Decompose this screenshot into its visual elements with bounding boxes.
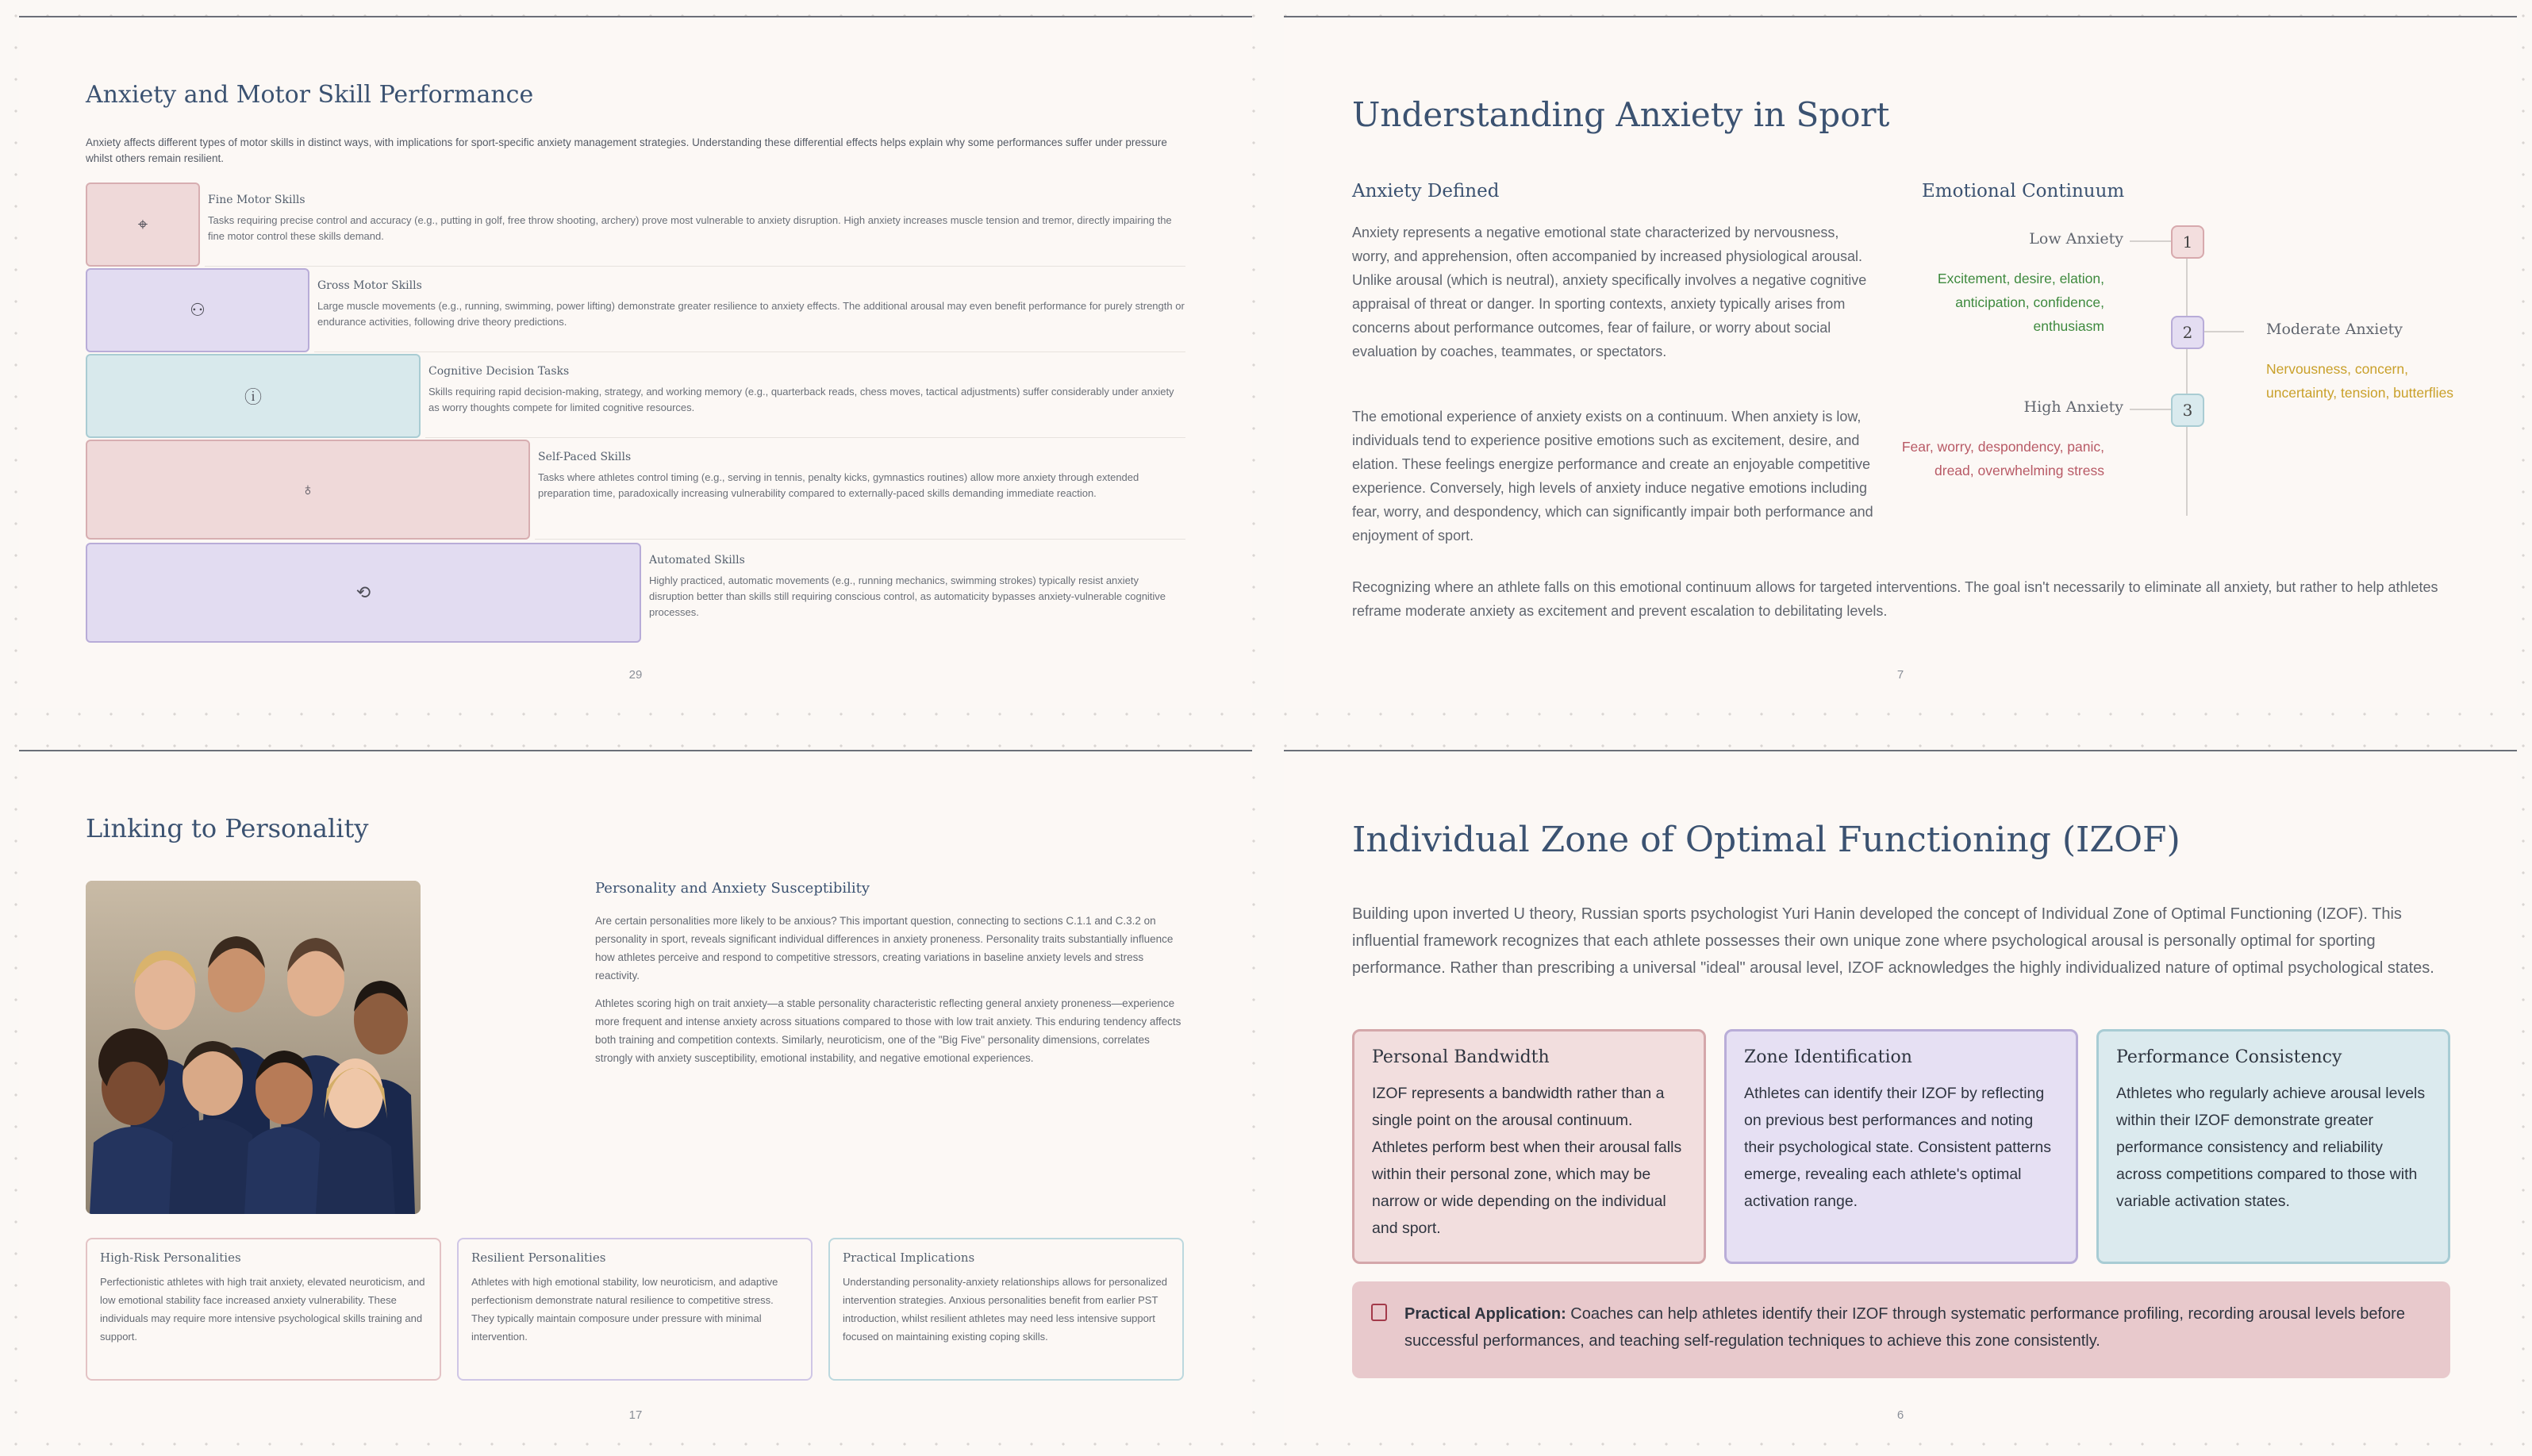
personality-subheading: Personality and Anxiety Susceptibility xyxy=(595,880,870,897)
skill-row xyxy=(86,440,1185,536)
personality-paragraph-2: Athletes scoring high on trait anxiety—a stable personality characteristic reflecting general anxiety proneness—experience more frequent and intense anxiety across situations compared to those with low trait anxiety. This enduring tendency affects both training and competition contexts. Similarly, neuroticism, one of the "Big Five" personality dimensions, correlates strongly with anxiety susceptibility, emotional instability, and negative emotional experiences. xyxy=(595,997,1181,1064)
note-icon xyxy=(1371,1304,1387,1321)
skill-icon-box xyxy=(86,268,309,352)
slide-top-border xyxy=(1284,16,2517,17)
athletes-team-photo xyxy=(86,881,421,1214)
skill-icon-box xyxy=(86,440,530,540)
skill-description: Skills requiring rapid decision-making, strategy, and working memory (e.g., quarterback reads, chess moves, tactical adjustments) suffer considerably under anxiety as worry thoughts compete for limited cognitive resources. xyxy=(428,386,1174,413)
card-title: Resilient Personalities xyxy=(471,1250,606,1265)
practical-application-body: Coaches can help athletes identify their IZOF through systematic performance profiling, recording arousal levels before successful performances, and teaching self-regulation techniques to achieve this zone consistently. xyxy=(1404,1305,2405,1350)
continuum-tick xyxy=(2130,240,2171,242)
level-3-node: 3 xyxy=(2171,394,2204,427)
skill-description: Large muscle movements (e.g., running, swimming, power lifting) demonstrate greater resilience to anxiety effects. The additional arousal may even benefit performance for purely strength or endurance activities, following drive theory predictions. xyxy=(317,300,1185,328)
continuum-summary: Recognizing where an athlete falls on this emotional continuum allows for targeted interventions. The goal isn't necessarily to eliminate all anxiety, but rather to help athletes reframe moderate anxiety as excitement and prevent escalation to debilitating levels. xyxy=(1352,579,2438,619)
skill-icon-box xyxy=(86,354,421,438)
high-risk-card xyxy=(86,1238,441,1381)
skill-row xyxy=(86,354,1185,435)
slide-title: Anxiety and Motor Skill Performance xyxy=(86,81,534,109)
skill-text xyxy=(538,451,1185,501)
card-text: IZOF represents a bandwidth rather than a single point on the arousal continuum. Athletes perform best when their arousal falls within their personal zone, which may be narrow or wide depending on the individual and sport. xyxy=(1372,1085,1682,1237)
skill-row xyxy=(86,543,1185,640)
emotional-continuum-heading: Emotional Continuum xyxy=(1922,181,2125,202)
target-icon: ⌖ xyxy=(137,214,148,234)
continuum-line xyxy=(2186,230,2188,516)
level-1-node: 1 xyxy=(2171,225,2204,259)
performance-consistency-card xyxy=(2096,1029,2450,1264)
practical-application-label: Practical Application: xyxy=(1404,1305,1566,1323)
resilient-card xyxy=(457,1238,813,1381)
skill-divider xyxy=(425,437,1185,438)
continuum-tick xyxy=(2203,331,2244,332)
skill-text xyxy=(428,365,1185,416)
card-text: Perfectionistic athletes with high trait anxiety, elevated neuroticism, and low emotional stability face increased anxiety vulnerability. These individuals may require more intensive psychological skills training and support. xyxy=(100,1276,425,1343)
slide-top-border xyxy=(19,16,1252,17)
skill-title: Cognitive Decision Tasks xyxy=(428,365,570,378)
high-anxiety-label: High Anxiety xyxy=(2023,398,2123,416)
skill-description: Highly practiced, automatic movements (e.g., running mechanics, swimming strokes) typically resist anxiety disruption better than skills still requiring conscious control, as automaticity bypasses anxiety-vulnerable cognitive processes. xyxy=(649,574,1166,618)
skill-icon-box xyxy=(86,543,641,643)
personality-paragraph-1: Are certain personalities more likely to be anxious? This important question, connecting to sections C.1.1 and C.3.2 on personality in sport, reveals significant individual differences in anxiety proneness. Personality traits substantially influence how athletes perceive and respond to competitive stressors, creating variations in baseline anxiety levels and stress reactivity. xyxy=(595,915,1174,982)
card-title: High-Risk Personalities xyxy=(100,1250,241,1265)
card-title: Personal Bandwidth xyxy=(1372,1047,1550,1067)
practical-application-callout xyxy=(1352,1281,2450,1378)
repeat-icon: ⟲ xyxy=(355,582,371,602)
skill-text xyxy=(208,194,1185,244)
low-anxiety-label: Low Anxiety xyxy=(2029,230,2123,248)
slide-title: Individual Zone of Optimal Functioning (IZOF) xyxy=(1352,820,2180,860)
slide-understanding-anxiety xyxy=(1284,16,2517,708)
slide-izof xyxy=(1284,750,2517,1442)
slide-top-border xyxy=(19,750,1252,751)
slide-intro: Anxiety affects different types of motor skills in distinct ways, with implications for sport-specific anxiety management strategies. Understanding these differential effects helps explain why some performances suffer under pressure whilst others remain resilient. xyxy=(86,136,1167,164)
continuum-tick xyxy=(2130,409,2171,410)
izof-intro: Building upon inverted U theory, Russian sports psychologist Yuri Hanin developed the concept of Individual Zone of Optimal Functioning (IZOF). This influential framework recognizes that each athlete possesses their own unique zone where psychological arousal is personally optimal for sporting performance. Rather than prescribing a universal "ideal" arousal level, IZOF acknowledges the highly individualized nature of optimal psychological states. xyxy=(1352,905,2434,977)
slide-motor-skills xyxy=(19,16,1252,708)
skill-icon-box xyxy=(86,182,200,267)
slide-title: Understanding Anxiety in Sport xyxy=(1352,95,1890,134)
personal-bandwidth-card xyxy=(1352,1029,1706,1264)
skill-text xyxy=(649,554,1185,620)
skill-description: Tasks where athletes control timing (e.g., serving in tennis, penalty kicks, gymnastics routines) allow more anxiety through extended preparation time, paradoxically increasing vulnerability compared to externally-paced skills demanding immediate reaction. xyxy=(538,471,1139,499)
card-title: Zone Identification xyxy=(1744,1047,1912,1067)
anxiety-defined-heading: Anxiety Defined xyxy=(1352,181,1500,202)
card-text: Athletes can identify their IZOF by reflecting on previous best performances and noting their psychological state. Consistent patterns emerge, revealing each athlete's optimal activation range. xyxy=(1744,1085,2051,1210)
page-number: 7 xyxy=(1896,668,1904,682)
athletes-illustration xyxy=(86,881,421,1214)
card-title: Practical Implications xyxy=(843,1250,975,1265)
page-number: 29 xyxy=(628,668,643,682)
skill-divider xyxy=(205,266,1185,267)
practical-application-text xyxy=(1404,1300,2428,1354)
skill-row xyxy=(86,268,1185,349)
level-2-node: 2 xyxy=(2171,316,2204,349)
practical-implications-card xyxy=(828,1238,1184,1381)
skill-title: Automated Skills xyxy=(649,554,745,567)
anxiety-continuum-paragraph: The emotional experience of anxiety exists on a continuum. When anxiety is low, individuals tend to experience positive emotions such as excitement, desire, and elation. These feelings energize performance and create an enjoyable competitive experience. Conversely, high levels of anxiety induce negative emotions including fear, worry, and despondency, which can significantly impair both performance and enjoyment of sport. xyxy=(1352,409,1873,544)
brain-icon: ⓘ xyxy=(244,386,262,407)
low-anxiety-emotions: Excitement, desire, elation, anticipation, confidence, enthusiasm xyxy=(1937,271,2104,334)
skill-title: Fine Motor Skills xyxy=(208,194,305,206)
card-title: Performance Consistency xyxy=(2116,1047,2342,1067)
card-text: Understanding personality-anxiety relationships allows for personalized intervention strategies. Anxious personalities benefit from earlier PST introduction, whilst resilient athletes may need less intensive support focused on maintaining existing coping skills. xyxy=(843,1276,1167,1343)
skill-title: Self-Paced Skills xyxy=(538,451,632,463)
skill-text xyxy=(317,279,1185,330)
slide-top-border xyxy=(1284,750,2517,751)
skill-divider xyxy=(535,539,1185,540)
card-text: Athletes with high emotional stability, low neuroticism, and adaptive perfectionism demonstrate natural resilience to competitive stress. They typically maintain composure under pressure with minimal intervention. xyxy=(471,1276,778,1343)
slide-title: Linking to Personality xyxy=(86,813,369,843)
skill-title: Gross Motor Skills xyxy=(317,279,422,292)
card-text: Athletes who regularly achieve arousal levels within their IZOF demonstrate greater performance consistency and reliability across competitions compared to those with variable activation states. xyxy=(2116,1085,2426,1210)
high-anxiety-emotions: Fear, worry, despondency, panic, dread, overwhelming stress xyxy=(1901,439,2104,478)
running-icon: ⚇ xyxy=(190,300,206,320)
page-number: 6 xyxy=(1896,1408,1904,1422)
moderate-anxiety-emotions: Nervousness, concern, uncertainty, tension, butterflies xyxy=(2266,361,2454,401)
skill-description: Tasks requiring precise control and accuracy (e.g., putting in golf, free throw shooting, archery) prove most vulnerable to anxiety disruption. High anxiety increases muscle tension and tremor, directly impairing the fine motor control these skills demand. xyxy=(208,214,1172,242)
person-icon: ♁ xyxy=(301,479,315,499)
moderate-anxiety-label: Moderate Anxiety xyxy=(2266,321,2403,338)
page-number: 17 xyxy=(628,1408,643,1422)
slide-linking-personality xyxy=(19,750,1252,1442)
zone-identification-card xyxy=(1724,1029,2078,1264)
anxiety-defined-paragraph: Anxiety represents a negative emotional state characterized by nervousness, worry, and apprehension, often accompanied by increased physiological arousal. Unlike arousal (which is neutral), anxiety specifically involves a negative cognitive appraisal of threat or danger. In sporting contexts, anxiety typically arises from concerns about performance outcomes, fear of failure, or worry about social evaluation by coaches, teammates, or spectators. xyxy=(1352,225,1867,359)
skill-row xyxy=(86,182,1185,263)
